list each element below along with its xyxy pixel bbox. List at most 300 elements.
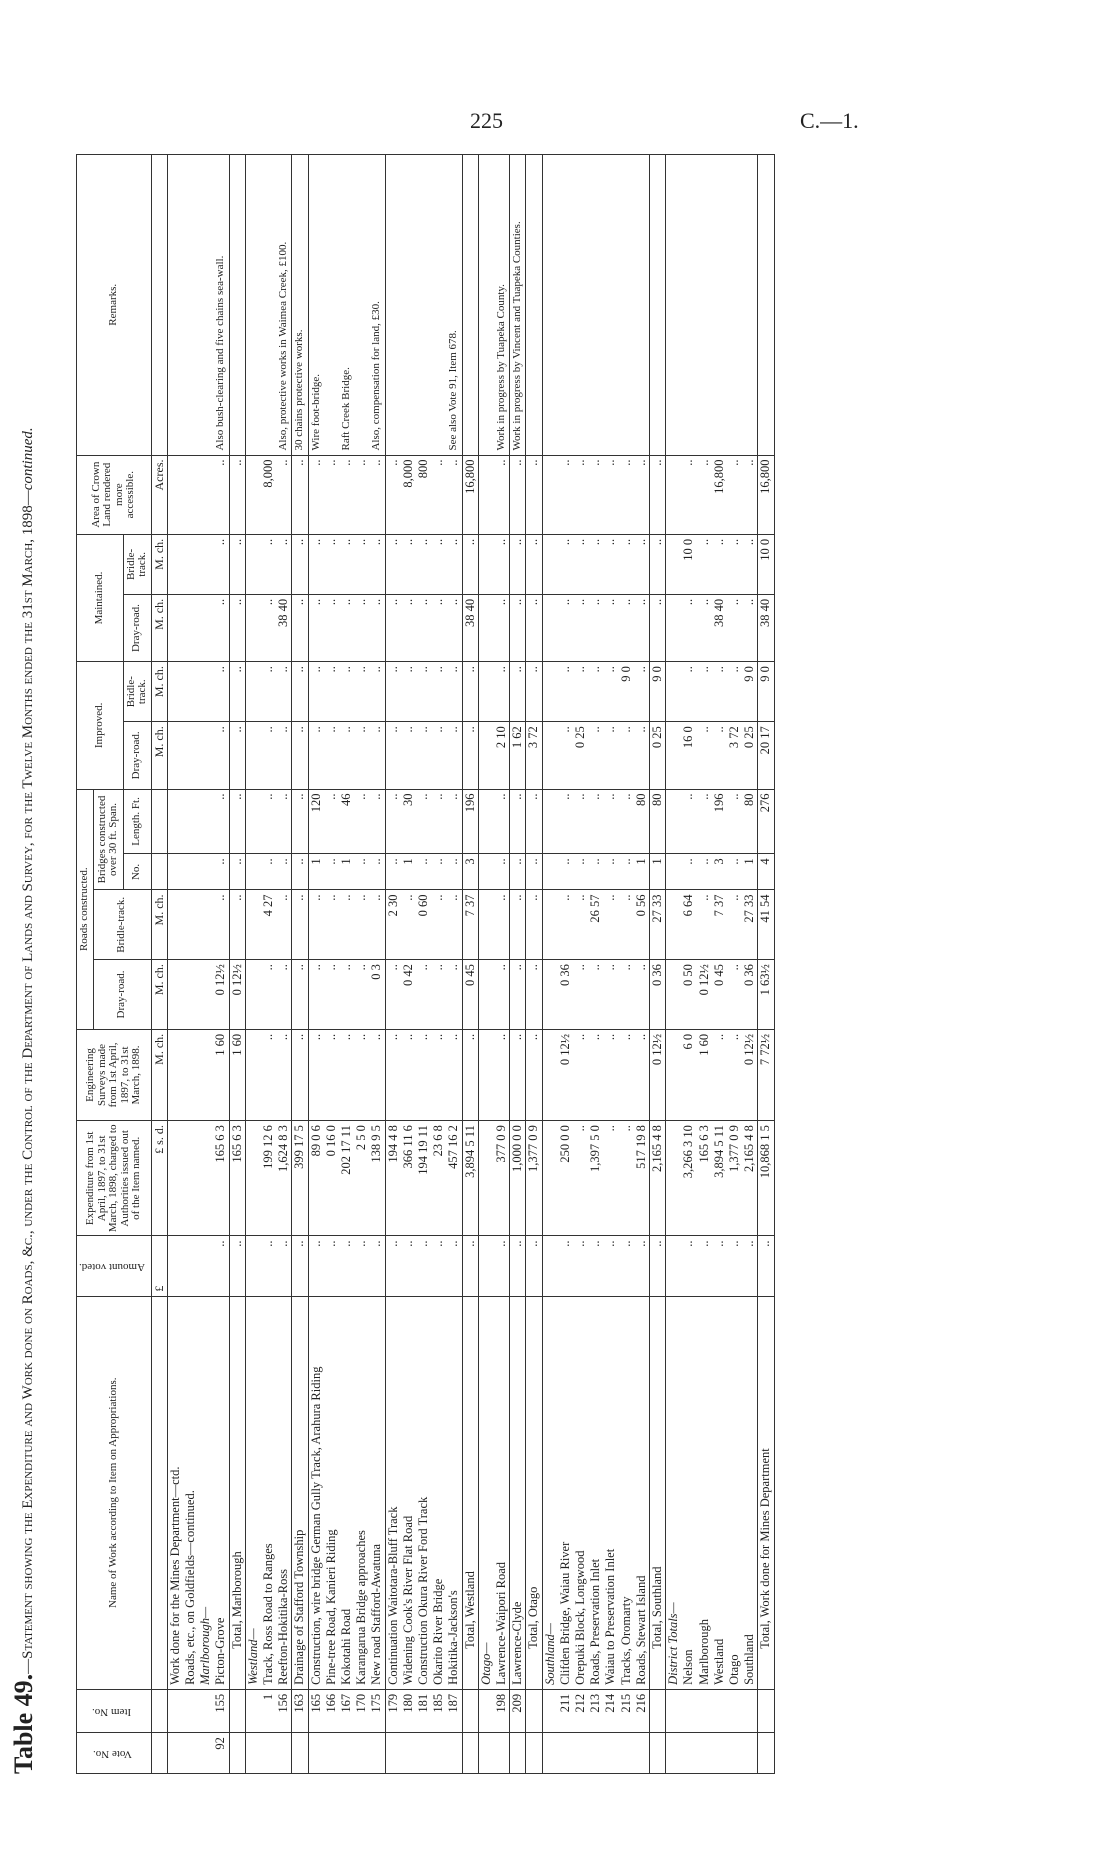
cell-ibridle: ..: [697, 662, 712, 722]
cell-cdray: 0 12½: [229, 960, 245, 1030]
cell-bno: ..: [369, 854, 385, 890]
cell-mdray: ..: [526, 594, 542, 661]
cell-vote: [619, 1733, 634, 1774]
cell-mbridle: ..: [697, 534, 712, 594]
cell-remarks: [229, 155, 245, 456]
cell-item: 166: [324, 1689, 339, 1732]
cell-area: [198, 455, 213, 534]
cell-mbridle: ..: [261, 534, 276, 594]
cell-cbridle: [167, 890, 183, 960]
cell-amount: ..: [510, 1236, 526, 1296]
cell-mbridle: ..: [462, 534, 478, 594]
cell-name: Roads, etc., on Goldfields—continued.: [183, 1296, 198, 1689]
cell-idray: ..: [339, 722, 354, 789]
cell-name: Drainage of Stafford Township: [292, 1296, 308, 1689]
cell-survey: ..: [727, 1029, 742, 1120]
cell-vote: [603, 1733, 618, 1774]
cell-ibridle: ..: [431, 662, 446, 722]
cell-ibridle: ..: [292, 662, 308, 722]
cell-name: Waiau to Preservation Inlet: [603, 1296, 618, 1689]
header-expenditure: Expenditure from 1st April, 1897, to 31st March, 1898, charged to Authorities issued out of the Item named.: [77, 1121, 152, 1236]
cell-survey: 1 60: [229, 1029, 245, 1120]
cell-name: Roads, Preservation Inlet: [588, 1296, 603, 1689]
cell-remarks: See also Vote 91, Item 678.: [446, 155, 462, 456]
cell-item: [478, 1689, 494, 1732]
cell-cbridle: 0 56: [634, 890, 650, 960]
cell-bno: 1: [742, 854, 758, 890]
cell-bno: ..: [588, 854, 603, 890]
cell-exp: 10,868 1 5: [758, 1121, 774, 1236]
cell-bno: 3: [462, 854, 478, 890]
cell-remarks: 30 chains protective works.: [292, 155, 308, 456]
table-row: [416, 155, 431, 1774]
cell-exp: [478, 1121, 494, 1236]
cell-exp: 1,377 0 9: [526, 1121, 542, 1236]
cell-item: [681, 1689, 696, 1732]
cell-amount: ..: [261, 1236, 276, 1296]
cell-item: [183, 1689, 198, 1732]
cell-vote: [324, 1733, 339, 1774]
cell-cbridle: ..: [446, 890, 462, 960]
cell-mdray: [183, 594, 198, 661]
cell-exp: 3,894 5 11: [712, 1121, 727, 1236]
cell-vote: [650, 1733, 666, 1774]
cell-remarks: Raft Creek Bridge.: [339, 155, 354, 456]
header-maintained-dray: Dray-road.: [123, 594, 151, 661]
cell-idray: ..: [558, 722, 573, 789]
cell-exp: 2,165 4 8: [650, 1121, 666, 1236]
cell-mdray: ..: [727, 594, 742, 661]
cell-blen: ..: [213, 789, 229, 854]
cell-ibridle: ..: [634, 662, 650, 722]
cell-amount: ..: [634, 1236, 650, 1296]
cell-cdray: ..: [634, 960, 650, 1030]
cell-vote: [416, 1733, 431, 1774]
cell-mbridle: ..: [619, 534, 634, 594]
cell-blen: ..: [385, 789, 401, 854]
cell-blen: ..: [229, 789, 245, 854]
table-row: [167, 155, 183, 1774]
cell-idray: ..: [416, 722, 431, 789]
cell-survey: ..: [416, 1029, 431, 1120]
table-row: [478, 155, 494, 1774]
cell-amount: ..: [213, 1236, 229, 1296]
cell-exp: [183, 1121, 198, 1236]
cell-amount: ..: [276, 1236, 292, 1296]
cell-mdray: [478, 594, 494, 661]
cell-area: ..: [494, 455, 510, 534]
cell-mdray: ..: [510, 594, 526, 661]
cell-mbridle: ..: [742, 534, 758, 594]
cell-remarks: [603, 155, 618, 456]
cell-item: [526, 1689, 542, 1732]
cell-blen: ..: [416, 789, 431, 854]
cell-cdray: ..: [431, 960, 446, 1030]
cell-bno: [198, 854, 213, 890]
cell-exp: 165 6 3: [229, 1121, 245, 1236]
cell-item: [712, 1689, 727, 1732]
cell-blen: [478, 789, 494, 854]
cell-name: Karangarua Bridge approaches: [354, 1296, 369, 1689]
cell-amount: ..: [292, 1236, 308, 1296]
cell-ibridle: ..: [462, 662, 478, 722]
cell-remarks: [712, 155, 727, 456]
cell-bno: ..: [619, 854, 634, 890]
cell-area: ..: [603, 455, 618, 534]
cell-bno: ..: [526, 854, 542, 890]
header-bridge-no: No.: [123, 854, 151, 890]
cell-cdray: ..: [276, 960, 292, 1030]
cell-cdray: 0 45: [712, 960, 727, 1030]
cell-exp: 2,165 4 8: [742, 1121, 758, 1236]
cell-survey: ..: [369, 1029, 385, 1120]
cell-idray: [478, 722, 494, 789]
cell-idray: ..: [446, 722, 462, 789]
cell-amount: ..: [727, 1236, 742, 1296]
cell-cbridle: 0 60: [416, 890, 431, 960]
cell-bno: ..: [292, 854, 308, 890]
cell-cbridle: ..: [276, 890, 292, 960]
cell-cbridle: ..: [213, 890, 229, 960]
cell-blen: ..: [603, 789, 618, 854]
cell-area: ..: [339, 455, 354, 534]
cell-cdray: ..: [446, 960, 462, 1030]
cell-vote: [261, 1733, 276, 1774]
cell-blen: 120: [308, 789, 324, 854]
cell-mbridle: ..: [324, 534, 339, 594]
cell-name: Widening Cook's River Flat Road: [401, 1296, 416, 1689]
header-constructed-bridle: Bridle-track.: [93, 890, 151, 960]
cell-amount: ..: [385, 1236, 401, 1296]
cell-mbridle: 10 0: [681, 534, 696, 594]
cell-item: 167: [339, 1689, 354, 1732]
header-surveys: Engineering Surveys made from 1st April, 1897, to 31st March, 1898.: [77, 1029, 152, 1120]
cell-area: ..: [558, 455, 573, 534]
cell-bno: ..: [324, 854, 339, 890]
cell-item: [742, 1689, 758, 1732]
cell-remarks: [478, 155, 494, 456]
cell-amount: ..: [758, 1236, 774, 1296]
cell-idray: ..: [634, 722, 650, 789]
cell-survey: ..: [324, 1029, 339, 1120]
cell-cbridle: ..: [431, 890, 446, 960]
cell-bno: ..: [354, 854, 369, 890]
cell-bno: ..: [431, 854, 446, 890]
cell-idray: 16 0: [681, 722, 696, 789]
cell-mbridle: ..: [727, 534, 742, 594]
cell-cbridle: ..: [727, 890, 742, 960]
header-vote-no: Vote No.: [77, 1733, 152, 1774]
cell-area: ..: [697, 455, 712, 534]
cell-blen: ..: [276, 789, 292, 854]
cell-remarks: Wire foot-bridge.: [308, 155, 324, 456]
cell-area: ..: [727, 455, 742, 534]
cell-mbridle: [478, 534, 494, 594]
cell-mdray: ..: [416, 594, 431, 661]
cell-exp: 366 11 6: [401, 1121, 416, 1236]
cell-area: [245, 455, 261, 534]
cell-cdray: ..: [292, 960, 308, 1030]
cell-blen: 80: [634, 789, 650, 854]
cell-area: ..: [681, 455, 696, 534]
cell-survey: ..: [510, 1029, 526, 1120]
cell-mbridle: ..: [573, 534, 588, 594]
cell-blen: ..: [292, 789, 308, 854]
cell-area: ..: [276, 455, 292, 534]
cell-idray: [542, 722, 558, 789]
cell-amount: ..: [369, 1236, 385, 1296]
cell-survey: ..: [462, 1029, 478, 1120]
cell-area: ..: [369, 455, 385, 534]
cell-idray: ..: [462, 722, 478, 789]
cell-survey: ..: [261, 1029, 276, 1120]
cell-mdray: ..: [324, 594, 339, 661]
cell-ibridle: [245, 662, 261, 722]
cell-remarks: [558, 155, 573, 456]
cell-exp: 1,000 0 0: [510, 1121, 526, 1236]
cell-ibridle: ..: [339, 662, 354, 722]
cell-bno: ..: [276, 854, 292, 890]
cell-remarks: Also, protective works in Waimea Creek, £100.: [276, 155, 292, 456]
table-row: [758, 155, 774, 1774]
cell-blen: 30: [401, 789, 416, 854]
cell-blen: [666, 789, 682, 854]
cell-mdray: ..: [697, 594, 712, 661]
cell-bno: ..: [446, 854, 462, 890]
cell-amount: ..: [588, 1236, 603, 1296]
cell-item: [666, 1689, 682, 1732]
cell-area: ..: [588, 455, 603, 534]
cell-area: ..: [526, 455, 542, 534]
cell-survey: [478, 1029, 494, 1120]
header-area: Area of Crown Land rendered more accessible.: [77, 455, 152, 534]
cell-mdray: ..: [573, 594, 588, 661]
cell-vote: [369, 1733, 385, 1774]
cell-vote: [462, 1733, 478, 1774]
cell-cdray: ..: [339, 960, 354, 1030]
cell-name: Work done for the Mines Department—ctd.: [167, 1296, 183, 1689]
rotated-table-area: [9, 154, 1014, 1774]
cell-survey: 1 60: [697, 1029, 712, 1120]
cell-cdray: ..: [494, 960, 510, 1030]
cell-item: 209: [510, 1689, 526, 1732]
cell-exp: 377 0 9: [494, 1121, 510, 1236]
header-improved-dray: Dray-road.: [123, 722, 151, 789]
cell-exp: [198, 1121, 213, 1236]
cell-mbridle: ..: [446, 534, 462, 594]
cell-amount: ..: [681, 1236, 696, 1296]
cell-mdray: 38 40: [712, 594, 727, 661]
expenditure-table: [76, 154, 775, 1774]
table-row: [308, 155, 324, 1774]
cell-ibridle: [666, 662, 682, 722]
header-maintained-bridle: Bridle-track.: [123, 534, 151, 594]
cell-mdray: ..: [229, 594, 245, 661]
cell-survey: 0 12½: [742, 1029, 758, 1120]
cell-cbridle: ..: [339, 890, 354, 960]
cell-blen: ..: [510, 789, 526, 854]
table-row: [183, 155, 198, 1774]
cell-bno: ..: [558, 854, 573, 890]
cell-idray: ..: [369, 722, 385, 789]
cell-cbridle: ..: [354, 890, 369, 960]
cell-area: ..: [385, 455, 401, 534]
cell-bno: [167, 854, 183, 890]
cell-area: [542, 455, 558, 534]
cell-mdray: ..: [446, 594, 462, 661]
cell-blen: ..: [494, 789, 510, 854]
header-remarks: Remarks.: [77, 155, 152, 456]
cell-idray: 0 25: [573, 722, 588, 789]
cell-item: 211: [558, 1689, 573, 1732]
cell-area: 16,800: [758, 455, 774, 534]
header-improved: Improved.: [77, 662, 124, 789]
cell-cbridle: ..: [603, 890, 618, 960]
cell-exp: 165 6 3: [697, 1121, 712, 1236]
cell-ibridle: ..: [308, 662, 324, 722]
cell-cbridle: 41 54: [758, 890, 774, 960]
cell-survey: [542, 1029, 558, 1120]
cell-mdray: ..: [261, 594, 276, 661]
cell-name: Construction Okura River Ford Track: [416, 1296, 431, 1689]
cell-blen: [542, 789, 558, 854]
header-amount-voted: Amount voted.: [77, 1236, 152, 1296]
cell-blen: 80: [742, 789, 758, 854]
cell-ibridle: ..: [354, 662, 369, 722]
cell-vote: [276, 1733, 292, 1774]
cell-ibridle: ..: [261, 662, 276, 722]
cell-vote: [478, 1733, 494, 1774]
cell-amount: ..: [324, 1236, 339, 1296]
cell-exp: 1,624 8 3: [276, 1121, 292, 1236]
cell-survey: ..: [276, 1029, 292, 1120]
cell-amount: ..: [573, 1236, 588, 1296]
cell-cbridle: ..: [558, 890, 573, 960]
cell-survey: ..: [526, 1029, 542, 1120]
cell-cbridle: [245, 890, 261, 960]
cell-cdray: 0 12½: [213, 960, 229, 1030]
cell-vote: [542, 1733, 558, 1774]
cell-bno: ..: [727, 854, 742, 890]
cell-amount: ..: [308, 1236, 324, 1296]
cell-exp: 250 0 0: [558, 1121, 573, 1236]
cell-idray: ..: [229, 722, 245, 789]
table-row: [603, 155, 618, 1774]
cell-ibridle: [167, 662, 183, 722]
cell-remarks: [573, 155, 588, 456]
cell-survey: 0 12½: [650, 1029, 666, 1120]
cell-survey: ..: [385, 1029, 401, 1120]
cell-mbridle: ..: [385, 534, 401, 594]
cell-mdray: 38 40: [462, 594, 478, 661]
cell-cbridle: ..: [324, 890, 339, 960]
cell-cbridle: ..: [526, 890, 542, 960]
cell-blen: ..: [526, 789, 542, 854]
cell-bno: [666, 854, 682, 890]
cell-cbridle: ..: [619, 890, 634, 960]
cell-mdray: ..: [634, 594, 650, 661]
cell-mbridle: ..: [416, 534, 431, 594]
cell-vote: [446, 1733, 462, 1774]
cell-mdray: ..: [385, 594, 401, 661]
cell-idray: 20 17: [758, 722, 774, 789]
cell-survey: ..: [712, 1029, 727, 1120]
cell-exp: 3,266 3 10: [681, 1121, 696, 1236]
cell-blen: ..: [573, 789, 588, 854]
cell-ibridle: [478, 662, 494, 722]
cell-survey: ..: [634, 1029, 650, 1120]
cell-mdray: [167, 594, 183, 661]
cell-name: Southland: [742, 1296, 758, 1689]
cell-item: 163: [292, 1689, 308, 1732]
header-improved-bridle: Bridle-track.: [123, 662, 151, 722]
table-row: [198, 155, 213, 1774]
cell-exp: 517 19 8: [634, 1121, 650, 1236]
cell-ibridle: ..: [681, 662, 696, 722]
cell-mdray: ..: [431, 594, 446, 661]
table-row: [742, 155, 758, 1774]
cell-ibridle: ..: [526, 662, 542, 722]
cell-mdray: ..: [213, 594, 229, 661]
cell-cdray: 0 42: [401, 960, 416, 1030]
cell-amount: ..: [712, 1236, 727, 1296]
cell-area: ..: [634, 455, 650, 534]
cell-amount: [245, 1236, 261, 1296]
table-row: [401, 155, 416, 1774]
cell-mbridle: [183, 534, 198, 594]
cell-vote: [697, 1733, 712, 1774]
cell-area: [183, 455, 198, 534]
cell-cdray: 1 63½: [758, 960, 774, 1030]
cell-blen: [198, 789, 213, 854]
cell-survey: ..: [494, 1029, 510, 1120]
cell-survey: ..: [354, 1029, 369, 1120]
cell-idray: [183, 722, 198, 789]
units-row: £ £ s. d. M. ch. M. ch. M. ch. M. ch. M. ch. M. ch. M. ch. Acres.: [151, 155, 167, 1774]
cell-blen: ..: [324, 789, 339, 854]
cell-cbridle: 2 30: [385, 890, 401, 960]
cell-remarks: [619, 155, 634, 456]
cell-amount: ..: [462, 1236, 478, 1296]
cell-mdray: [542, 594, 558, 661]
cell-blen: ..: [727, 789, 742, 854]
cell-amount: ..: [416, 1236, 431, 1296]
cell-vote: [573, 1733, 588, 1774]
cell-amount: ..: [526, 1236, 542, 1296]
table-row: [510, 155, 526, 1774]
cell-name: Lawrence-Clyde: [510, 1296, 526, 1689]
cell-mdray: ..: [742, 594, 758, 661]
cell-area: 8,000: [401, 455, 416, 534]
cell-survey: ..: [339, 1029, 354, 1120]
cell-exp: ..: [603, 1121, 618, 1236]
cell-vote: [526, 1733, 542, 1774]
header-name: Name of Work according to Item on Appropriations.: [77, 1296, 152, 1689]
cell-blen: 46: [339, 789, 354, 854]
cell-mbridle: ..: [354, 534, 369, 594]
cell-bno: ..: [697, 854, 712, 890]
cell-mdray: ..: [308, 594, 324, 661]
cell-remarks: [650, 155, 666, 456]
table-row: [526, 155, 542, 1774]
table-row: [697, 155, 712, 1774]
cell-mbridle: [198, 534, 213, 594]
cell-idray: ..: [354, 722, 369, 789]
cell-item: 175: [369, 1689, 385, 1732]
cell-mdray: 38 40: [758, 594, 774, 661]
cell-ibridle: ..: [727, 662, 742, 722]
cell-blen: 196: [462, 789, 478, 854]
